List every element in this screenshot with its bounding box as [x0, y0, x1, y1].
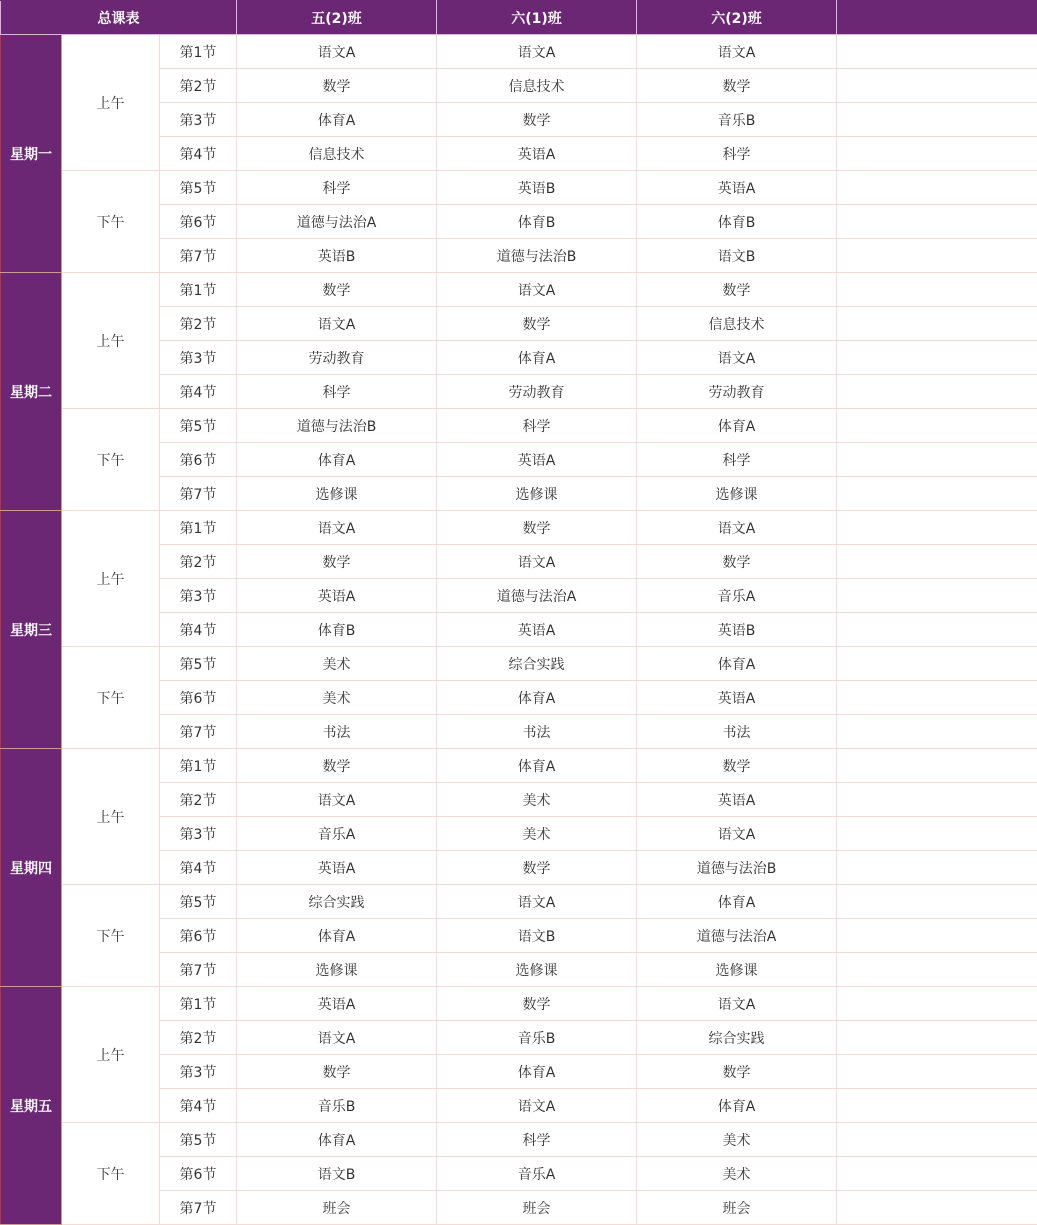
- subject-cell: 英语A: [637, 783, 837, 817]
- subject-cell: 语文A: [237, 1021, 437, 1055]
- blank-cell: [837, 919, 1037, 953]
- half-day-label: 下午: [62, 647, 160, 749]
- subject-cell: 科学: [637, 137, 837, 171]
- half-day-label: 上午: [62, 987, 160, 1123]
- period-label: 第3节: [160, 817, 237, 851]
- blank-cell: [837, 851, 1037, 885]
- blank-cell: [837, 307, 1037, 341]
- period-label: 第1节: [160, 273, 237, 307]
- period-label: 第5节: [160, 1123, 237, 1157]
- table-row: [1, 885, 1037, 919]
- blank-cell: [837, 1157, 1037, 1191]
- subject-cell: 信息技术: [437, 69, 637, 103]
- subject-cell: 英语A: [237, 851, 437, 885]
- blank-cell: [837, 715, 1037, 749]
- class-header-2: 六(1)班: [437, 1, 637, 35]
- day-label: 星期一: [1, 35, 62, 273]
- subject-cell: 语文B: [637, 239, 837, 273]
- period-label: 第1节: [160, 35, 237, 69]
- blank-cell: [837, 647, 1037, 681]
- subject-cell: 英语B: [437, 171, 637, 205]
- subject-cell: 道德与法治B: [237, 409, 437, 443]
- period-label: 第6节: [160, 443, 237, 477]
- subject-cell: 音乐A: [437, 1157, 637, 1191]
- blank-cell: [837, 341, 1037, 375]
- subject-cell: 信息技术: [637, 307, 837, 341]
- table-row: [1, 647, 1037, 681]
- subject-cell: 语文A: [437, 545, 637, 579]
- subject-cell: 体育A: [437, 1055, 637, 1089]
- subject-cell: 道德与法治A: [237, 205, 437, 239]
- period-label: 第1节: [160, 987, 237, 1021]
- blank-cell: [837, 1055, 1037, 1089]
- table-row: [1, 1123, 1037, 1157]
- timetable-body: [1, 35, 1037, 1225]
- blank-cell: [837, 477, 1037, 511]
- period-label: 第6节: [160, 1157, 237, 1191]
- subject-cell: 数学: [437, 851, 637, 885]
- subject-cell: 综合实践: [237, 885, 437, 919]
- subject-cell: 体育A: [637, 409, 837, 443]
- blank-cell: [837, 171, 1037, 205]
- subject-cell: 音乐A: [637, 579, 837, 613]
- subject-cell: 道德与法治A: [637, 919, 837, 953]
- subject-cell: 道德与法治B: [437, 239, 637, 273]
- period-label: 第7节: [160, 477, 237, 511]
- subject-cell: 体育B: [637, 205, 837, 239]
- subject-cell: 选修课: [237, 477, 437, 511]
- subject-cell: 体育A: [437, 341, 637, 375]
- subject-cell: 信息技术: [237, 137, 437, 171]
- period-label: 第4节: [160, 1089, 237, 1123]
- period-label: 第5节: [160, 409, 237, 443]
- subject-cell: 音乐B: [237, 1089, 437, 1123]
- subject-cell: 班会: [237, 1191, 437, 1225]
- subject-cell: 科学: [437, 1123, 637, 1157]
- period-label: 第2节: [160, 69, 237, 103]
- subject-cell: 综合实践: [637, 1021, 837, 1055]
- subject-cell: 美术: [637, 1123, 837, 1157]
- blank-cell: [837, 375, 1037, 409]
- period-label: 第4节: [160, 137, 237, 171]
- table-row: [1, 511, 1037, 545]
- period-label: 第6节: [160, 919, 237, 953]
- blank-cell: [837, 579, 1037, 613]
- table-row: [1, 987, 1037, 1021]
- period-label: 第3节: [160, 1055, 237, 1089]
- header-row: [1, 1, 1037, 35]
- table-row: [1, 749, 1037, 783]
- subject-cell: 书法: [437, 715, 637, 749]
- subject-cell: 体育A: [437, 681, 637, 715]
- subject-cell: 英语B: [237, 239, 437, 273]
- blank-cell: [837, 443, 1037, 477]
- period-label: 第2节: [160, 307, 237, 341]
- table-row: [1, 273, 1037, 307]
- subject-cell: 音乐A: [237, 817, 437, 851]
- subject-cell: 道德与法治B: [637, 851, 837, 885]
- blank-cell: [837, 681, 1037, 715]
- blank-cell: [837, 273, 1037, 307]
- subject-cell: 英语A: [637, 681, 837, 715]
- blank-cell: [837, 205, 1037, 239]
- subject-cell: 语文A: [437, 273, 637, 307]
- subject-cell: 英语A: [437, 613, 637, 647]
- subject-cell: 书法: [637, 715, 837, 749]
- subject-cell: 科学: [237, 171, 437, 205]
- subject-cell: 数学: [237, 273, 437, 307]
- subject-cell: 美术: [637, 1157, 837, 1191]
- blank-cell: [837, 69, 1037, 103]
- subject-cell: 数学: [637, 69, 837, 103]
- subject-cell: 英语A: [637, 171, 837, 205]
- blank-cell: [837, 137, 1037, 171]
- subject-cell: 语文B: [437, 919, 637, 953]
- subject-cell: 英语A: [437, 443, 637, 477]
- subject-cell: 选修课: [437, 953, 637, 987]
- period-label: 第1节: [160, 749, 237, 783]
- half-day-label: 下午: [62, 171, 160, 273]
- class-header-1: 五(2)班: [237, 1, 437, 35]
- subject-cell: 选修课: [637, 477, 837, 511]
- period-label: 第6节: [160, 681, 237, 715]
- blank-cell: [837, 1089, 1037, 1123]
- half-day-label: 上午: [62, 273, 160, 409]
- blank-cell: [837, 613, 1037, 647]
- subject-cell: 科学: [637, 443, 837, 477]
- subject-cell: 英语A: [237, 987, 437, 1021]
- subject-cell: 科学: [237, 375, 437, 409]
- period-label: 第7节: [160, 1191, 237, 1225]
- subject-cell: 音乐B: [437, 1021, 637, 1055]
- period-label: 第1节: [160, 511, 237, 545]
- subject-cell: 班会: [637, 1191, 837, 1225]
- subject-cell: 书法: [237, 715, 437, 749]
- subject-cell: 音乐B: [637, 103, 837, 137]
- day-label: 星期三: [1, 511, 62, 749]
- blank-cell: [837, 987, 1037, 1021]
- subject-cell: 数学: [237, 749, 437, 783]
- period-label: 第5节: [160, 171, 237, 205]
- blank-cell: [837, 783, 1037, 817]
- subject-cell: 语文A: [237, 35, 437, 69]
- blank-cell: [837, 35, 1037, 69]
- subject-cell: 班会: [437, 1191, 637, 1225]
- subject-cell: 语文A: [637, 35, 837, 69]
- period-label: 第5节: [160, 885, 237, 919]
- subject-cell: 数学: [437, 987, 637, 1021]
- subject-cell: 体育B: [237, 613, 437, 647]
- subject-cell: 数学: [437, 103, 637, 137]
- subject-cell: 语文A: [437, 885, 637, 919]
- subject-cell: 选修课: [637, 953, 837, 987]
- subject-cell: 语文A: [637, 341, 837, 375]
- subject-cell: 体育A: [237, 103, 437, 137]
- subject-cell: 劳动教育: [637, 375, 837, 409]
- blank-cell: [837, 511, 1037, 545]
- subject-cell: 道德与法治A: [437, 579, 637, 613]
- subject-cell: 体育B: [437, 205, 637, 239]
- half-day-label: 上午: [62, 511, 160, 647]
- period-label: 第3节: [160, 579, 237, 613]
- subject-cell: 英语A: [237, 579, 437, 613]
- blank-cell: [837, 239, 1037, 273]
- period-label: 第4节: [160, 375, 237, 409]
- period-label: 第7节: [160, 239, 237, 273]
- blank-cell: [837, 1191, 1037, 1225]
- subject-cell: 英语A: [437, 137, 637, 171]
- subject-cell: 数学: [237, 545, 437, 579]
- subject-cell: 英语B: [637, 613, 837, 647]
- half-day-label: 下午: [62, 409, 160, 511]
- half-day-label: 下午: [62, 1123, 160, 1225]
- period-label: 第7节: [160, 715, 237, 749]
- subject-cell: 语文A: [637, 511, 837, 545]
- subject-cell: 体育A: [437, 749, 637, 783]
- subject-cell: 数学: [637, 749, 837, 783]
- subject-cell: 语文A: [437, 1089, 637, 1123]
- blank-cell: [837, 817, 1037, 851]
- subject-cell: 美术: [437, 817, 637, 851]
- blank-cell: [837, 885, 1037, 919]
- table-row: [1, 35, 1037, 69]
- blank-cell: [837, 409, 1037, 443]
- subject-cell: 数学: [237, 69, 437, 103]
- subject-cell: 体育A: [237, 919, 437, 953]
- blank-cell: [837, 103, 1037, 137]
- subject-cell: 体育A: [637, 885, 837, 919]
- subject-cell: 语文A: [637, 987, 837, 1021]
- subject-cell: 美术: [237, 681, 437, 715]
- subject-cell: 美术: [237, 647, 437, 681]
- subject-cell: 综合实践: [437, 647, 637, 681]
- subject-cell: 语文A: [237, 307, 437, 341]
- subject-cell: 体育A: [637, 647, 837, 681]
- period-label: 第3节: [160, 103, 237, 137]
- blank-cell: [837, 1123, 1037, 1157]
- day-label: 星期四: [1, 749, 62, 987]
- period-label: 第2节: [160, 783, 237, 817]
- subject-cell: 劳动教育: [437, 375, 637, 409]
- subject-cell: 体育A: [237, 1123, 437, 1157]
- subject-cell: 体育A: [637, 1089, 837, 1123]
- period-label: 第2节: [160, 545, 237, 579]
- day-label: 星期五: [1, 987, 62, 1225]
- half-day-label: 下午: [62, 885, 160, 987]
- subject-cell: 数学: [437, 511, 637, 545]
- subject-cell: 语文B: [237, 1157, 437, 1191]
- subject-cell: 数学: [437, 307, 637, 341]
- period-label: 第3节: [160, 341, 237, 375]
- half-day-label: 上午: [62, 35, 160, 171]
- subject-cell: 劳动教育: [237, 341, 437, 375]
- blank-cell: [837, 545, 1037, 579]
- subject-cell: 数学: [237, 1055, 437, 1089]
- subject-cell: 选修课: [437, 477, 637, 511]
- subject-cell: 语文A: [237, 783, 437, 817]
- subject-cell: 科学: [437, 409, 637, 443]
- blank-cell: [837, 749, 1037, 783]
- subject-cell: 体育A: [237, 443, 437, 477]
- subject-cell: 数学: [637, 545, 837, 579]
- period-label: 第2节: [160, 1021, 237, 1055]
- subject-cell: 数学: [637, 273, 837, 307]
- period-label: 第4节: [160, 613, 237, 647]
- subject-cell: 美术: [437, 783, 637, 817]
- period-label: 第5节: [160, 647, 237, 681]
- period-label: 第4节: [160, 851, 237, 885]
- subject-cell: 语文A: [637, 817, 837, 851]
- subject-cell: 语文A: [437, 35, 637, 69]
- blank-cell: [837, 953, 1037, 987]
- period-label: 第6节: [160, 205, 237, 239]
- table-title: 总课表: [1, 1, 237, 35]
- day-label: 星期二: [1, 273, 62, 511]
- subject-cell: 数学: [637, 1055, 837, 1089]
- table-row: [1, 171, 1037, 205]
- blank-header: [837, 1, 1037, 35]
- subject-cell: 选修课: [237, 953, 437, 987]
- subject-cell: 语文A: [237, 511, 437, 545]
- half-day-label: 上午: [62, 749, 160, 885]
- table-row: [1, 409, 1037, 443]
- period-label: 第7节: [160, 953, 237, 987]
- blank-cell: [837, 1021, 1037, 1055]
- class-header-3: 六(2)班: [637, 1, 837, 35]
